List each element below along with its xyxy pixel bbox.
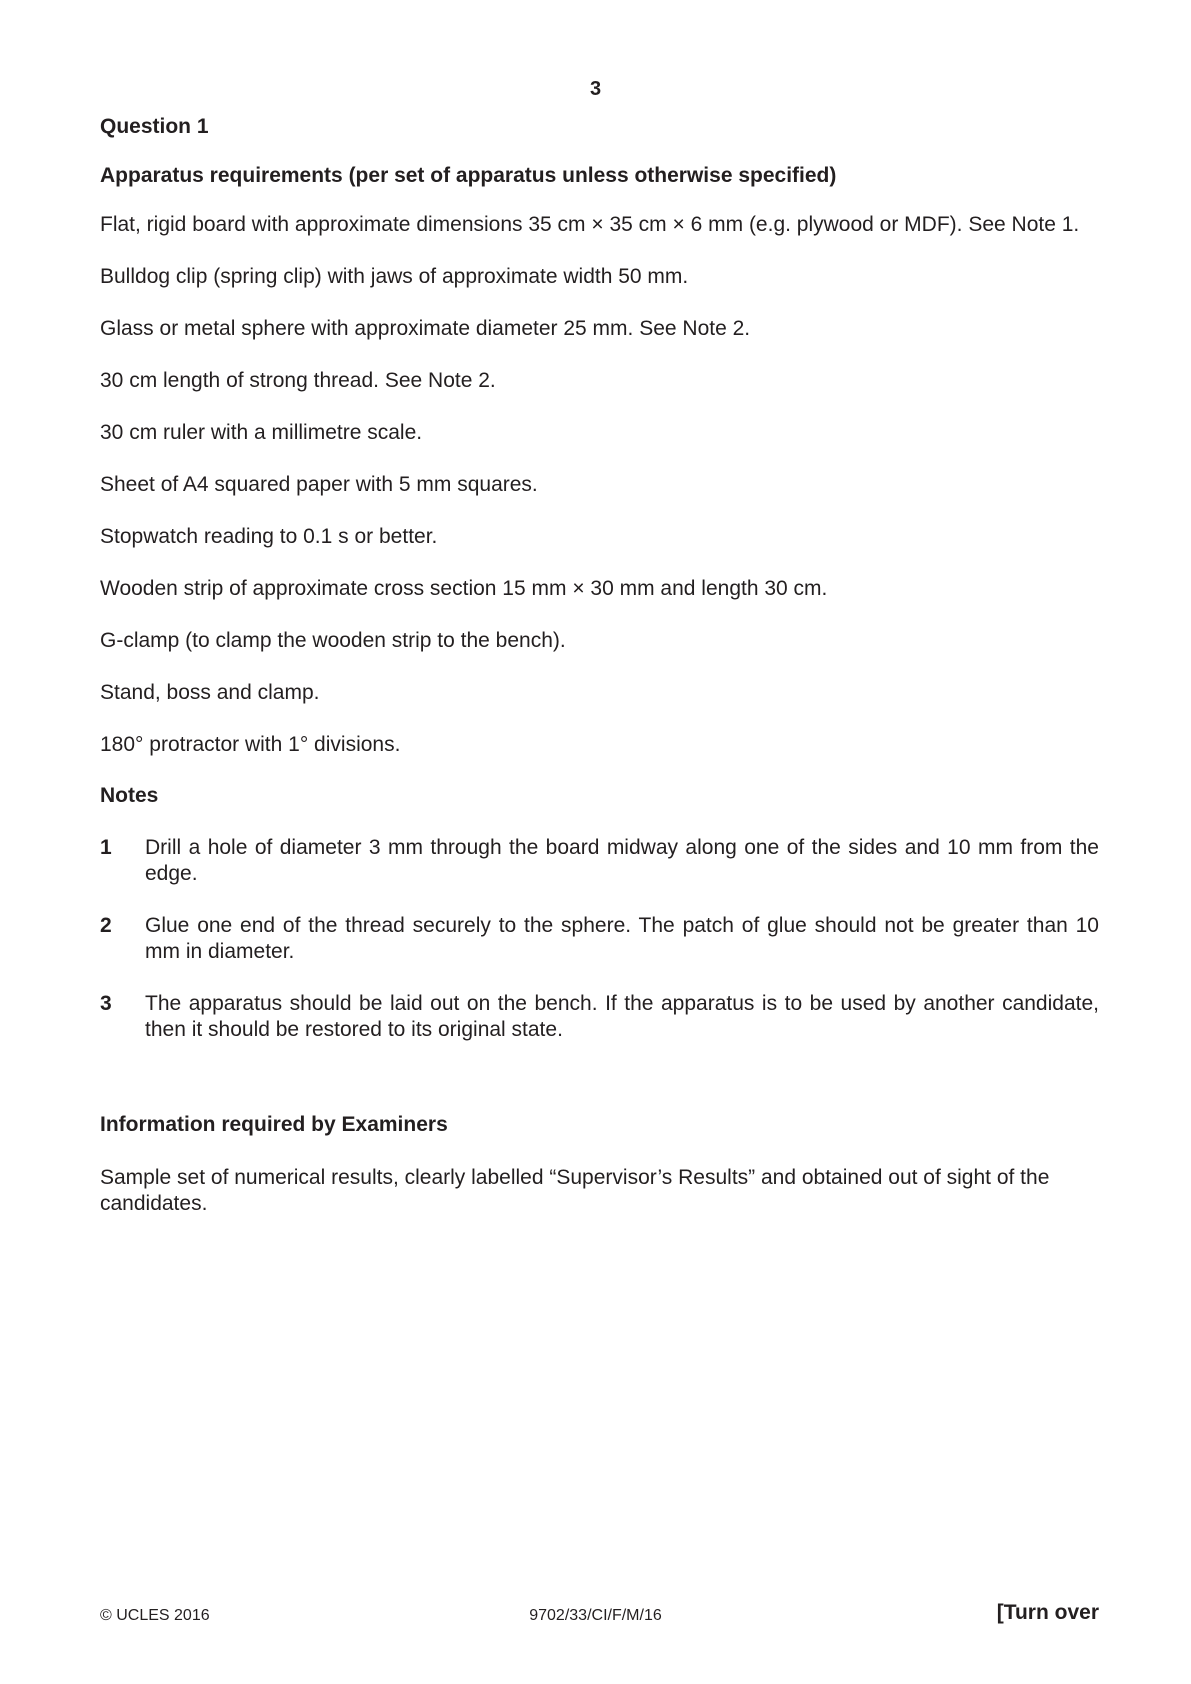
apparatus-item: Stopwatch reading to 0.1 s or better.	[100, 525, 438, 548]
apparatus-item: Flat, rigid board with approximate dimensions 35 cm × 35 cm × 6 mm (e.g. plywood or MDF). See Note 1.	[100, 213, 1080, 236]
apparatus-item: 30 cm length of strong thread. See Note 2.	[100, 369, 496, 392]
apparatus-item: Bulldog clip (spring clip) with jaws of approximate width 50 mm.	[100, 265, 689, 288]
note-number: 3	[100, 992, 112, 1015]
apparatus-heading: Apparatus requirements (per set of apparatus unless otherwise specified)	[100, 164, 837, 187]
apparatus-item: 180° protractor with 1° divisions.	[100, 733, 401, 756]
note-text: Drill a hole of diameter 3 mm through the board midway along one of the sides and 10 mm from the edge.	[145, 836, 1099, 885]
apparatus-item: G-clamp (to clamp the wooden strip to the bench).	[100, 629, 566, 652]
note-text: Glue one end of the thread securely to the sphere. The patch of glue should not be greater than 10 mm in diameter.	[145, 914, 1099, 963]
notes-heading: Notes	[100, 784, 159, 807]
note-number: 1	[100, 836, 112, 859]
note-number: 2	[100, 914, 112, 937]
footer-code: 9702/33/CI/F/M/16	[529, 1607, 662, 1624]
apparatus-item: Sheet of A4 squared paper with 5 mm squares.	[100, 473, 538, 496]
apparatus-item: Glass or metal sphere with approximate diameter 25 mm. See Note 2.	[100, 317, 751, 340]
page-number: 3	[589, 78, 602, 100]
apparatus-item: Stand, boss and clamp.	[100, 681, 320, 704]
apparatus-item: Wooden strip of approximate cross section 15 mm × 30 mm and length 30 cm.	[100, 577, 828, 600]
note-text: The apparatus should be laid out on the bench. If the apparatus is to be used by another candidate, then it should be restored to its original state.	[145, 992, 1099, 1041]
question-title: Question 1	[100, 115, 209, 138]
note-item	[100, 835, 1099, 887]
note-item	[100, 991, 1099, 1043]
apparatus-item: 30 cm ruler with a millimetre scale.	[100, 421, 423, 444]
footer-copyright: © UCLES 2016	[100, 1607, 210, 1624]
note-item	[100, 913, 1099, 965]
footer-turn-over: [Turn over	[996, 1601, 1099, 1624]
examiners-heading: Information required by Examiners	[100, 1113, 448, 1136]
examiners-text: Sample set of numerical results, clearly labelled “Supervisor’s Results” and obtained out of sight of the candidates.	[100, 1166, 1050, 1215]
